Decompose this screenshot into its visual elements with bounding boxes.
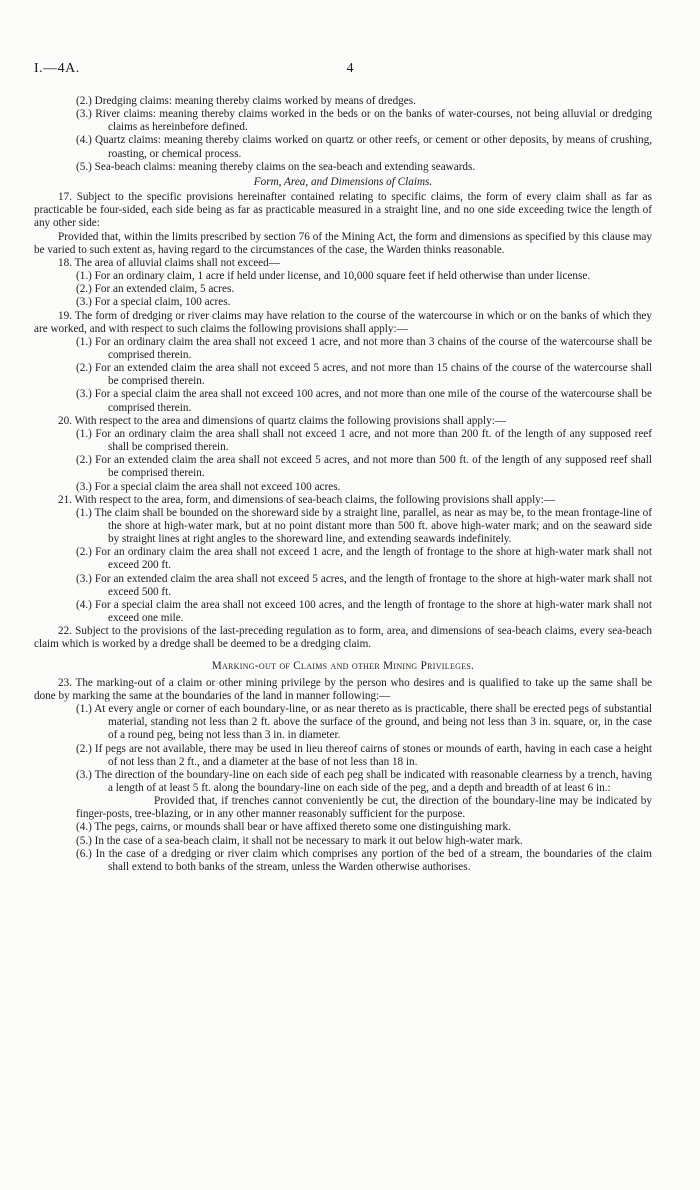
clause-20-item: (2.) For an extended claim the area shall not exceed 5 acres, and not more than 500 ft. of the length of any supposed reef shall be comprised therein.: [76, 454, 652, 480]
definition-item: (4.) Quartz claims: meaning thereby claims worked on quartz or other reefs, or cement or other deposits, by means of crushing, roasting, or chemical process.: [76, 134, 652, 160]
clause-19-item: (2.) For an extended claim the area shall not exceed 5 acres, and not more than 15 chains of the course of the watercourse shall be comprised therein.: [76, 362, 652, 388]
clause-22: 22. Subject to the provisions of the last-preceding regulation as to form, area, and dimensions of sea-beach claims, every sea-beach claim which is worked by a dredge shall be deemed to be a dredging claim.: [34, 625, 652, 651]
document-reference: I.—4A.: [34, 61, 80, 76]
clause-21-item: (1.) The claim shall be bounded on the shoreward side by a straight line, parallel, as near as may be, to the mean frontage-line of the shore at high-water mark, but at no point distant more than 500 ft. above high-water mark; and on the seaward side by straight lines at right angles to the shoreward line, and extending seawards indefinitely.: [76, 506, 652, 546]
clause-18-item: (3.) For a special claim, 100 acres.: [76, 296, 231, 309]
page-number: 4: [346, 61, 354, 76]
clause-17-proviso: Provided that, within the limits prescribed by section 76 of the Mining Act, the form and dimensions as specified by this clause may be varied to such extent as, having regard to the circumstances of the case, the Warden thinks reasonable.: [34, 230, 652, 256]
section-heading-form: Form, Area, and Dimensions of Claims.: [253, 175, 433, 188]
clause-18: 18. The area of alluvial claims shall not exceed—: [58, 256, 280, 269]
clause-21-item: (3.) For an extended claim the area shall not exceed 5 acres, and the length of frontage to the shore at high-water mark shall not exceed 500 ft.: [76, 572, 652, 598]
clause-18-item: (1.) For an ordinary claim, 1 acre if held under license, and 10,000 square feet if held otherwise than under license.: [76, 270, 591, 283]
clause-20-item: (1.) For an ordinary claim the area shall shall not exceed 1 acre, and not more than 200 ft. of the length of any supposed reef shall be comprised therein.: [76, 427, 652, 454]
clause-23-item: (1.) At every angle or corner of each boundary-line, or as near thereto as is practicable, there shall be erected pegs of substantial material, standing not less than 2 ft. above the surface of the ground, and being not less than 3 in. square, or, in the case of a round peg, being not less than 3 in. in diameter.: [76, 703, 652, 742]
section-heading-marking: Marking-out of Claims and other Mining Privileges.: [211, 659, 475, 672]
clause-23-proviso: Provided that, if trenches cannot conveniently be cut, the direction of the boundary-line may be indicated by finger-posts, tree-blazing, or in any other manner reasonably sufficient for the purpose.: [76, 795, 652, 821]
clause-19-item: (3.) For a special claim the area shall not exceed 100 acres, and not more than one mile of the course of the watercourse shall be comprised therein.: [76, 388, 652, 414]
definition-item: (3.) River claims: meaning thereby claims worked in the beds or on the banks of water-courses, not being alluvial or dredging claims as hereinbefore defined.: [76, 108, 652, 134]
clause-18-item: (2.) For an extended claim, 5 acres.: [76, 283, 235, 296]
clause-23-item: (3.) The direction of the boundary-line on each side of each peg shall be indicated with reasonable clearness by a trench, having a length of at least 5 ft. along the boundary-line on each side of the peg, and a depth and breadth of at least 6 in.:: [76, 768, 652, 794]
clause-23-item: (6.) In the case of a dredging or river claim which comprises any portion of the bed of a stream, the boundaries of the claim shall extend to both banks of the stream, unless the Warden otherwise authorises.: [76, 847, 652, 873]
clause-23-item: (2.) If pegs are not available, there may be used in lieu thereof cairns of stones or mounds of earth, having in each case a height of not less than 2 ft., and a diameter at the base of not less than 18 in.: [76, 742, 652, 768]
definition-item: (2.) Dredging claims: meaning thereby claims worked by means of dredges.: [76, 95, 416, 107]
clause-23-item: (5.) In the case of a sea-beach claim, it shall not be necessary to mark it out below high-water mark.: [76, 834, 523, 847]
document-body: [34, 95, 652, 874]
definition-item: (5.) Sea-beach claims: meaning thereby claims on the sea-beach and extending seawards.: [76, 160, 476, 173]
page-header: [34, 62, 666, 80]
clause-19: 19. The form of dredging or river claims may have relation to the course of the watercourse in which or on the banks of which they are worked, and with respect to such claims the following provisions shall apply:—: [34, 309, 652, 335]
clause-23: 23. The marking-out of a claim or other mining privilege by the person who desires and is qualified to take up the same shall be done by marking the same at the boundaries of the land in manner following:—: [34, 676, 652, 702]
clause-17: 17. Subject to the specific provisions hereinafter contained relating to specific claims, the form of every claim shall as far as practicable be four-sided, each side being as far as practicable measured in a straight line, and no one side exceeding twice the length of any other side:: [34, 191, 652, 230]
clause-21-item: (4.) For a special claim the area shall not exceed 100 acres, and the length of frontage to the shore at high-water mark shall not exceed one mile.: [76, 598, 652, 625]
clause-20: 20. With respect to the area and dimensions of quartz claims the following provisions shall apply:—: [58, 414, 506, 427]
clause-21: 21. With respect to the area, form, and dimensions of sea-beach claims, the following provisions shall apply:—: [58, 493, 556, 506]
clause-21-item: (2.) For an ordinary claim the area shall not exceed 1 acre, and the length of frontage to the shore at high-water mark shall not exceed 200 ft.: [76, 546, 652, 572]
clause-20-item: (3.) For a special claim the area shall not exceed 100 acres.: [76, 480, 341, 493]
clause-23-item: (4.) The pegs, cairns, or mounds shall bear or have affixed thereto some one distinguishing mark.: [76, 821, 511, 834]
clause-19-item: (1.) For an ordinary claim the area shall not exceed 1 acre, and not more than 3 chains of the course of the watercourse shall be comprised therein.: [76, 335, 652, 361]
